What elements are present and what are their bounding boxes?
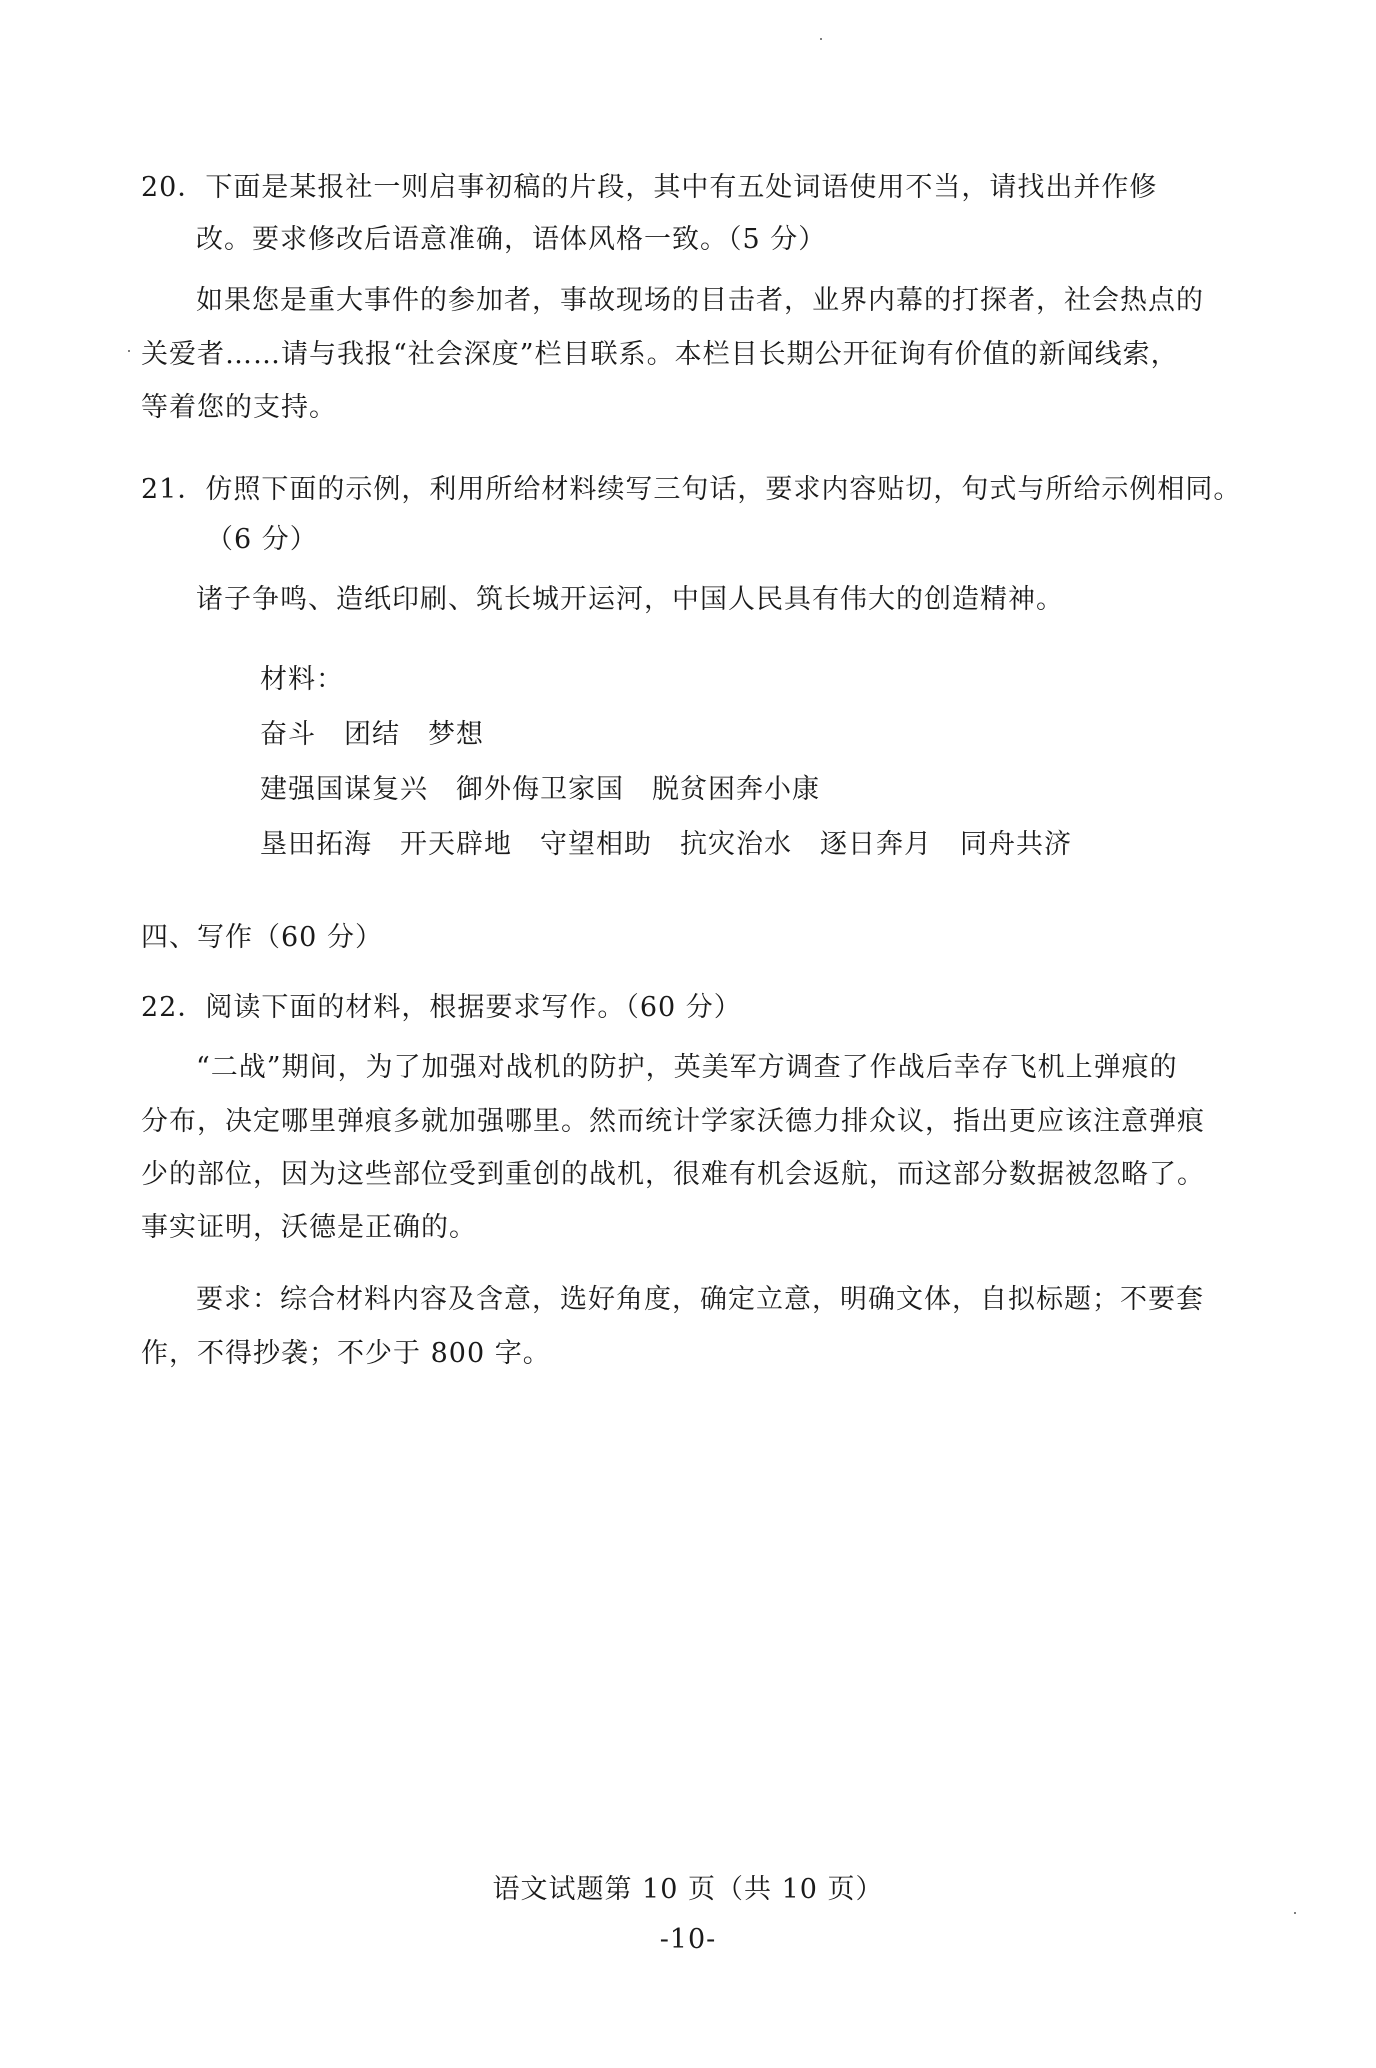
question-21-material-line-2: 建强国谋复兴 御外侮卫家国 脱贫困奔小康 [260,774,820,805]
page-footer-label: 语文试题第 10 页（共 10 页） [492,1874,884,1905]
question-22-prompt: 22．阅读下面的材料，根据要求写作。（60 分） [141,992,742,1023]
question-21-material-line-3: 垦田拓海 开天辟地 守望相助 抗灾治水 逐日奔月 同舟共济 [260,829,1072,860]
question-22-passage-line-3: 少的部位，因为这些部位受到重创的战机，很难有机会返航，而这部分数据被忽略了。 [141,1159,1205,1190]
question-21-prompt-line-2: （6 分） [206,524,318,555]
question-21-example: 诸子争鸣、造纸印刷、筑长城开运河，中国人民具有伟大的创造精神。 [196,584,1064,615]
question-22-requirements-line-2: 作，不得抄袭；不少于 800 字。 [141,1338,551,1369]
question-22-passage-line-2: 分布，决定哪里弹痕多就加强哪里。然而统计学家沃德力排众议，指出更应该注意弹痕 [141,1106,1205,1137]
page-number: -10- [659,1924,717,1955]
scan-speck [128,350,130,352]
question-21-prompt-line-1: 21．仿照下面的示例，利用所给材料续写三句话，要求内容贴切，句式与所给示例相同。 [141,474,1242,505]
question-21-material-label: 材料： [260,664,344,695]
question-22-passage-line-4: 事实证明，沃德是正确的。 [141,1212,477,1243]
question-20-passage-line-2: 关爱者……请与我报“社会深度”栏目联系。本栏目长期公开征询有价值的新闻线索， [141,339,1179,370]
question-20-passage-line-3: 等着您的支持。 [141,392,337,423]
scan-speck [1294,1912,1296,1914]
question-21-material-line-1: 奋斗 团结 梦想 [260,719,484,750]
question-20-prompt-line-1: 20．下面是某报社一则启事初稿的片段，其中有五处词语使用不当，请找出并作修 [141,172,1158,203]
scan-speck [820,38,822,40]
question-22-requirements-line-1: 要求：综合材料内容及含意，选好角度，确定立意，明确文体，自拟标题；不要套 [196,1284,1204,1315]
question-20-passage-line-1: 如果您是重大事件的参加者，事故现场的目击者，业界内幕的打探者，社会热点的 [196,285,1204,316]
section-4-heading: 四、写作（60 分） [141,922,383,953]
question-22-passage-line-1: “二战”期间，为了加强对战机的防护，英美军方调查了作战后幸存飞机上弹痕的 [196,1052,1178,1083]
question-20-prompt-line-2: 改。要求修改后语意准确，语体风格一致。（5 分） [196,224,827,255]
